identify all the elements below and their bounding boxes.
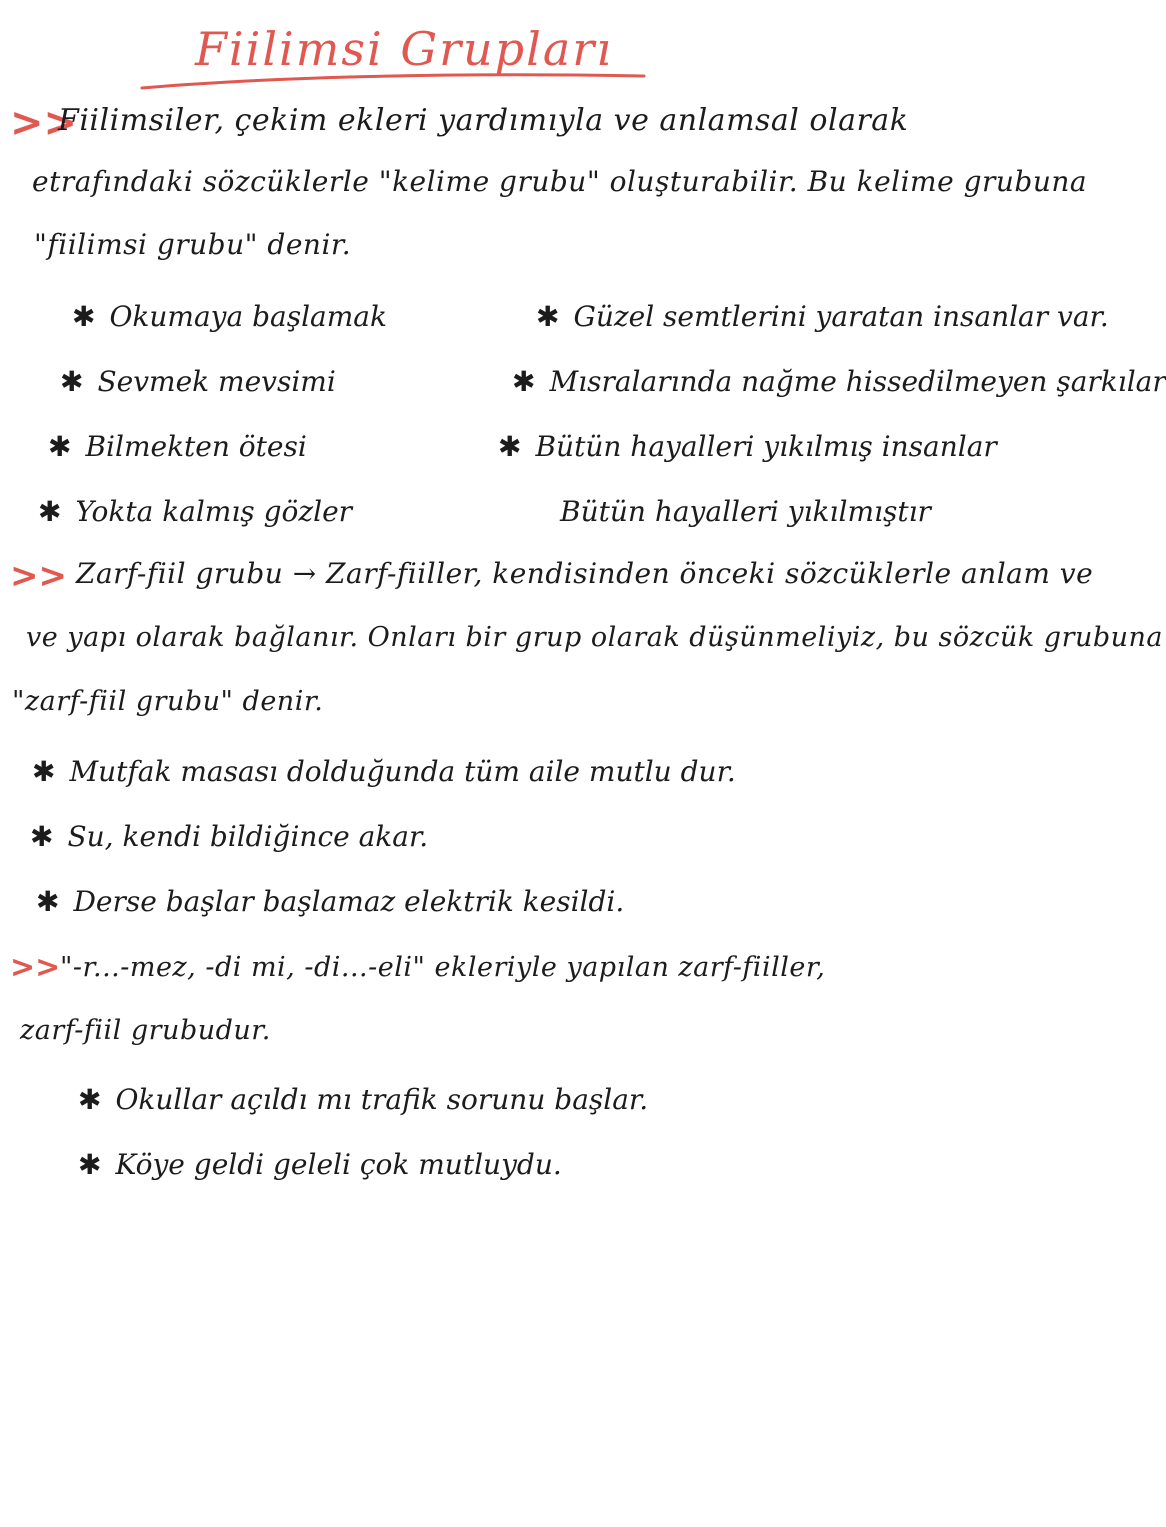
example-text: Mutfak masası dolduğunda tüm aile mutlu dur. (69, 755, 736, 788)
example-item (78, 1083, 648, 1116)
page-title: Fiilimsi Grupları (195, 22, 613, 76)
example-item (36, 885, 624, 918)
example-text: Bütün hayalleri yıkılmış insanlar (535, 430, 997, 463)
section3-line-2: zarf-fiil grubudur. (20, 1015, 271, 1046)
example-item (32, 755, 736, 788)
section3-line-1: "-r...-mez, -di mi, -di...-eli" ekleriyle yapılan zarf-fiiller, (60, 952, 826, 983)
bullet-star-icon: ✱ (30, 820, 54, 853)
example-text: Köye geldi geleli çok mutluydu. (115, 1148, 562, 1181)
example-item (560, 495, 931, 528)
bullet-star-icon: ✱ (48, 430, 72, 463)
example-text: Bütün hayalleri yıkılmıştır (560, 495, 931, 528)
section1-line-1: Fiilimsiler, çekim ekleri yardımıyla ve anlamsal olarak (58, 103, 909, 138)
section-marker: >> (10, 100, 78, 146)
example-item (72, 300, 387, 333)
bullet-star-icon: ✱ (60, 365, 84, 398)
example-item (512, 365, 1166, 398)
example-text: Mısralarında nağme hissedilmeyen şarkılar (549, 365, 1166, 398)
title-underline (138, 60, 648, 100)
example-text: Sevmek mevsimi (97, 365, 336, 398)
bullet-star-icon: ✱ (78, 1083, 102, 1116)
bullet-star-icon: ✱ (72, 300, 96, 333)
bullet-star-icon: ✱ (78, 1148, 102, 1181)
example-item (78, 1148, 562, 1181)
bullet-star-icon: ✱ (498, 430, 522, 463)
example-item (60, 365, 336, 398)
example-text: Derse başlar başlamaz elektrik kesildi. (73, 885, 625, 918)
section-marker: >> (10, 950, 61, 985)
example-text: Yokta kalmış gözler (75, 495, 353, 528)
bullet-star-icon: ✱ (38, 495, 62, 528)
bullet-star-icon: ✱ (536, 300, 560, 333)
section2-line-3: "zarf-fiil grubu" denir. (12, 686, 324, 717)
example-item (498, 430, 997, 463)
section2-line-1: Zarf-fiil grubu → Zarf-fiiller, kendisinden önceki sözcüklerle anlam ve (76, 557, 1094, 590)
example-item (48, 430, 307, 463)
bullet-star-icon: ✱ (32, 755, 56, 788)
example-text: Güzel semtlerini yaratan insanlar var. (573, 300, 1109, 333)
example-text: Okumaya başlamak (109, 300, 387, 333)
example-item (536, 300, 1109, 333)
example-item (38, 495, 352, 528)
section2-line-2: ve yapı olarak bağlanır. Onları bir grup olarak düşünmeliyiz, bu sözcük grubuna (26, 622, 1164, 653)
example-text: Bilmekten ötesi (85, 430, 307, 463)
bullet-star-icon: ✱ (512, 365, 536, 398)
example-item (30, 820, 428, 853)
section1-line-2: etrafındaki sözcüklerle "kelime grubu" oluşturabilir. Bu kelime grubuna (32, 165, 1088, 198)
example-text: Okullar açıldı mı trafik sorunu başlar. (115, 1083, 649, 1116)
bullet-star-icon: ✱ (36, 885, 60, 918)
section1-line-3: "fiilimsi grubu" denir. (34, 228, 352, 261)
section-marker: >> (10, 556, 67, 596)
example-text: Su, kendi bildiğince akar. (67, 820, 429, 853)
